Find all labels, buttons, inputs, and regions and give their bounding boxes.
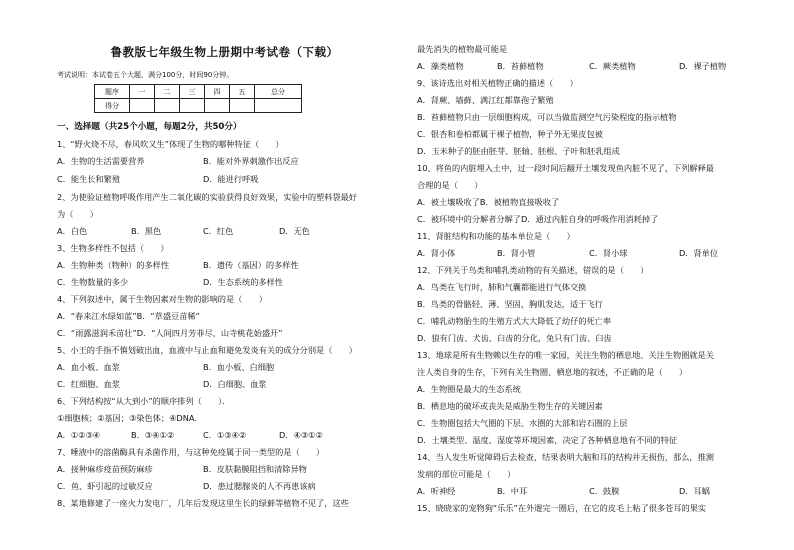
option: A．血小板、血浆 [57, 362, 120, 372]
option: A．听神经 [417, 486, 456, 496]
option: A．生物的生活需要营养 [57, 156, 145, 166]
option: B．栖息地的破坏或丧失是威胁生物生存的关键因素 [417, 401, 603, 411]
score-table-score-row [95, 99, 302, 113]
option: A．生物种类（物种）的多样性 [57, 260, 170, 270]
option: C．鱼、虾引起的过敏反应 [57, 481, 153, 491]
option: C．鼓膜 [589, 486, 620, 496]
question-line: 注人类自身的生存，下列有关生物圈、栖息地的叙述，不正确的是（ ） [417, 367, 688, 377]
option: A．“春来江水绿如蓝”B．“草盛豆苗稀” [57, 311, 200, 321]
option: D．耳蜗 [679, 486, 710, 496]
option: D．生态系统的多样性 [203, 277, 283, 287]
option: C．①③④② [203, 430, 247, 440]
option: D．肾单位 [679, 248, 719, 258]
option: A．鸟类在飞行时，肺和气囊都能进行气体交换 [417, 282, 587, 292]
option: D．玉米种子的胚由胚芽、胚轴、胚根、子叶和胚乳组成 [417, 146, 620, 156]
option: B．中耳 [497, 486, 528, 496]
score-cell: 五 [230, 85, 255, 99]
score-blank[interactable] [155, 99, 180, 113]
option: D．狼有门齿、犬齿、臼齿的分化，兔只有门齿、臼齿 [417, 333, 612, 343]
question-line: 3、生物多样性不包括（ ） [57, 243, 169, 253]
score-blank[interactable] [205, 99, 230, 113]
exam-instructions: 考试说明：本试卷五个大题，满分100分，时间90分钟。 [57, 71, 234, 79]
option: C．生物圈包括大气圈的下层、水圈的大部和岩石圈的上层 [417, 418, 628, 428]
option: A．生物圈是最大的生态系统 [417, 384, 521, 394]
score-table-header-row [95, 85, 302, 99]
question-line: 8、某地修建了一座火力发电厂，几年后发现这里生长的绿藓等植物不见了，这些 [57, 498, 349, 508]
option: B．苔藓植物 [497, 61, 544, 71]
option: D．能进行呼吸 [203, 174, 259, 184]
option: B．皮肤黏膜阻挡和清除异物 [203, 464, 307, 474]
score-label: 得分 [95, 99, 130, 113]
question-line: 1、“野火烧不尽，春风吹又生”体现了生物的哪种特征（ ） [57, 139, 284, 149]
option: B．黑色 [131, 226, 162, 236]
score-blank[interactable] [130, 99, 155, 113]
option: B．遗传（基因）的多样性 [203, 260, 299, 270]
option: C．银杏和卷柏都属于裸子植物，种子外无果皮包被 [417, 129, 603, 139]
option: B．苔藓植物只由一层细胞构成，可以当做监测空气污染程度的指示植物 [417, 112, 677, 122]
score-blank[interactable] [230, 99, 255, 113]
option: B．③④①② [131, 430, 175, 440]
question-line: 9、该诗选出对相关植物正确的描述（ ） [417, 78, 578, 88]
question-line: 12、下列关于鸟类和哺乳类动物的有关描述，错误的是（ ） [417, 265, 649, 275]
option: C．蕨类植物 [589, 61, 636, 71]
question-line: 15、晓晓家的宠物狗“乐乐”在外遛完一圈后，在它的皮毛上粘了很多苍耳的果实 [417, 503, 707, 513]
option: C．肾小球 [589, 248, 628, 258]
score-table [94, 84, 302, 113]
question-line: 合理的是（ ） [417, 180, 483, 190]
option: C．“雨露滋润禾苗壮”D．“人间四月芳菲尽，山寺桃花始盛开” [57, 328, 283, 338]
score-cell: 二 [155, 85, 180, 99]
question-line: 4、下列叙述中，属于生物因素对生物的影响的是（ ） [57, 294, 267, 304]
option: D．土壤类型、温度、湿度等环境因素，决定了各种栖息地有不同的特征 [417, 435, 678, 445]
option: A．①②③④ [57, 430, 101, 440]
option: A．接种麻疹疫苗预防麻疹 [57, 464, 153, 474]
option: C．红色 [203, 226, 234, 236]
option: A．白色 [57, 226, 88, 236]
page-title: 鲁教版七年级生物上册期中考试卷（下载） [110, 45, 339, 59]
option: C．红细胞、血浆 [57, 379, 121, 389]
option: D．裸子植物 [679, 61, 727, 71]
question-line: 10、将鱼的内脏埋入土中，过一段时间后翻开土壤发现鱼内脏不见了，下列解释最 [417, 163, 714, 173]
question-line: 14、当人发生听觉障碍后去检查，结果表明大脑和耳的结构并无损伤，那么，推测 [417, 452, 714, 462]
score-cell: 题序 [95, 85, 130, 99]
option: D．患过腮腺炎的人不再患该病 [203, 481, 316, 491]
option: ①细胞核；②基因；③染色体；④DNA． [57, 413, 203, 423]
option: A．藻类植物 [417, 61, 464, 71]
option: C．被环境中的分解者分解了D．通过内脏自身的呼吸作用消耗掉了 [417, 214, 659, 224]
question-line: 5、小王的手指不慎划破出血，血液中与止血和避免发炎有关的成分分别是（ ） [57, 345, 357, 355]
question-line: 最先消失的植物最可能是 [417, 44, 508, 54]
option: B．鸟类的骨骼轻、薄、坚固，胸肌发达，适于飞行 [417, 299, 603, 309]
option: C．哺乳动物胎生的生殖方式大大降低了幼仔的死亡率 [417, 316, 612, 326]
option: B．能对外界刺激作出反应 [203, 156, 299, 166]
option: D．白细胞、血浆 [203, 379, 267, 389]
score-blank[interactable] [180, 99, 205, 113]
score-cell: 一 [130, 85, 155, 99]
option: A．被土壤吸收了B．被植物直接吸收了 [417, 197, 560, 207]
option: C．能生长和繁殖 [57, 174, 121, 184]
question-line: 13、地球是所有生物赖以生存的唯一家园，关注生物的栖息地、关注生物圈就是关 [417, 350, 714, 360]
option: D．无色 [279, 226, 310, 236]
option: A．肾小体 [417, 248, 456, 258]
question-line: 发病的部位可能是（ ） [417, 469, 516, 479]
section-heading: 一、选择题（共25个小题，每题2分，共50分） [57, 122, 242, 132]
option: B．血小板、白细胞 [203, 362, 275, 372]
question-line: 2、为使验证植物呼吸作用产生二氧化碳的实验获得良好效果，实验中的塑料袋最好 [57, 192, 357, 202]
option: A．肾蕨、墙藓、满江红都靠孢子繁殖 [417, 95, 554, 105]
option: B．肾小管 [497, 248, 536, 258]
score-cell: 总分 [255, 85, 302, 99]
question-line: 11、肾脏结构和功能的基本单位是（ ） [417, 231, 575, 241]
question-line: 7、唾液中的溶菌酶具有杀菌作用，与这种免疫属于同一类型的是（ ） [57, 447, 325, 457]
option: D．④③①② [279, 430, 323, 440]
score-cell: 四 [205, 85, 230, 99]
score-cell: 三 [180, 85, 205, 99]
option: C．生物数量的多少 [57, 277, 129, 287]
question-line: 为（ ） [57, 209, 98, 219]
score-blank[interactable] [255, 99, 302, 113]
question-line: 6、下列结构按“从大到小”的顺序排列（ ）． [57, 396, 231, 406]
